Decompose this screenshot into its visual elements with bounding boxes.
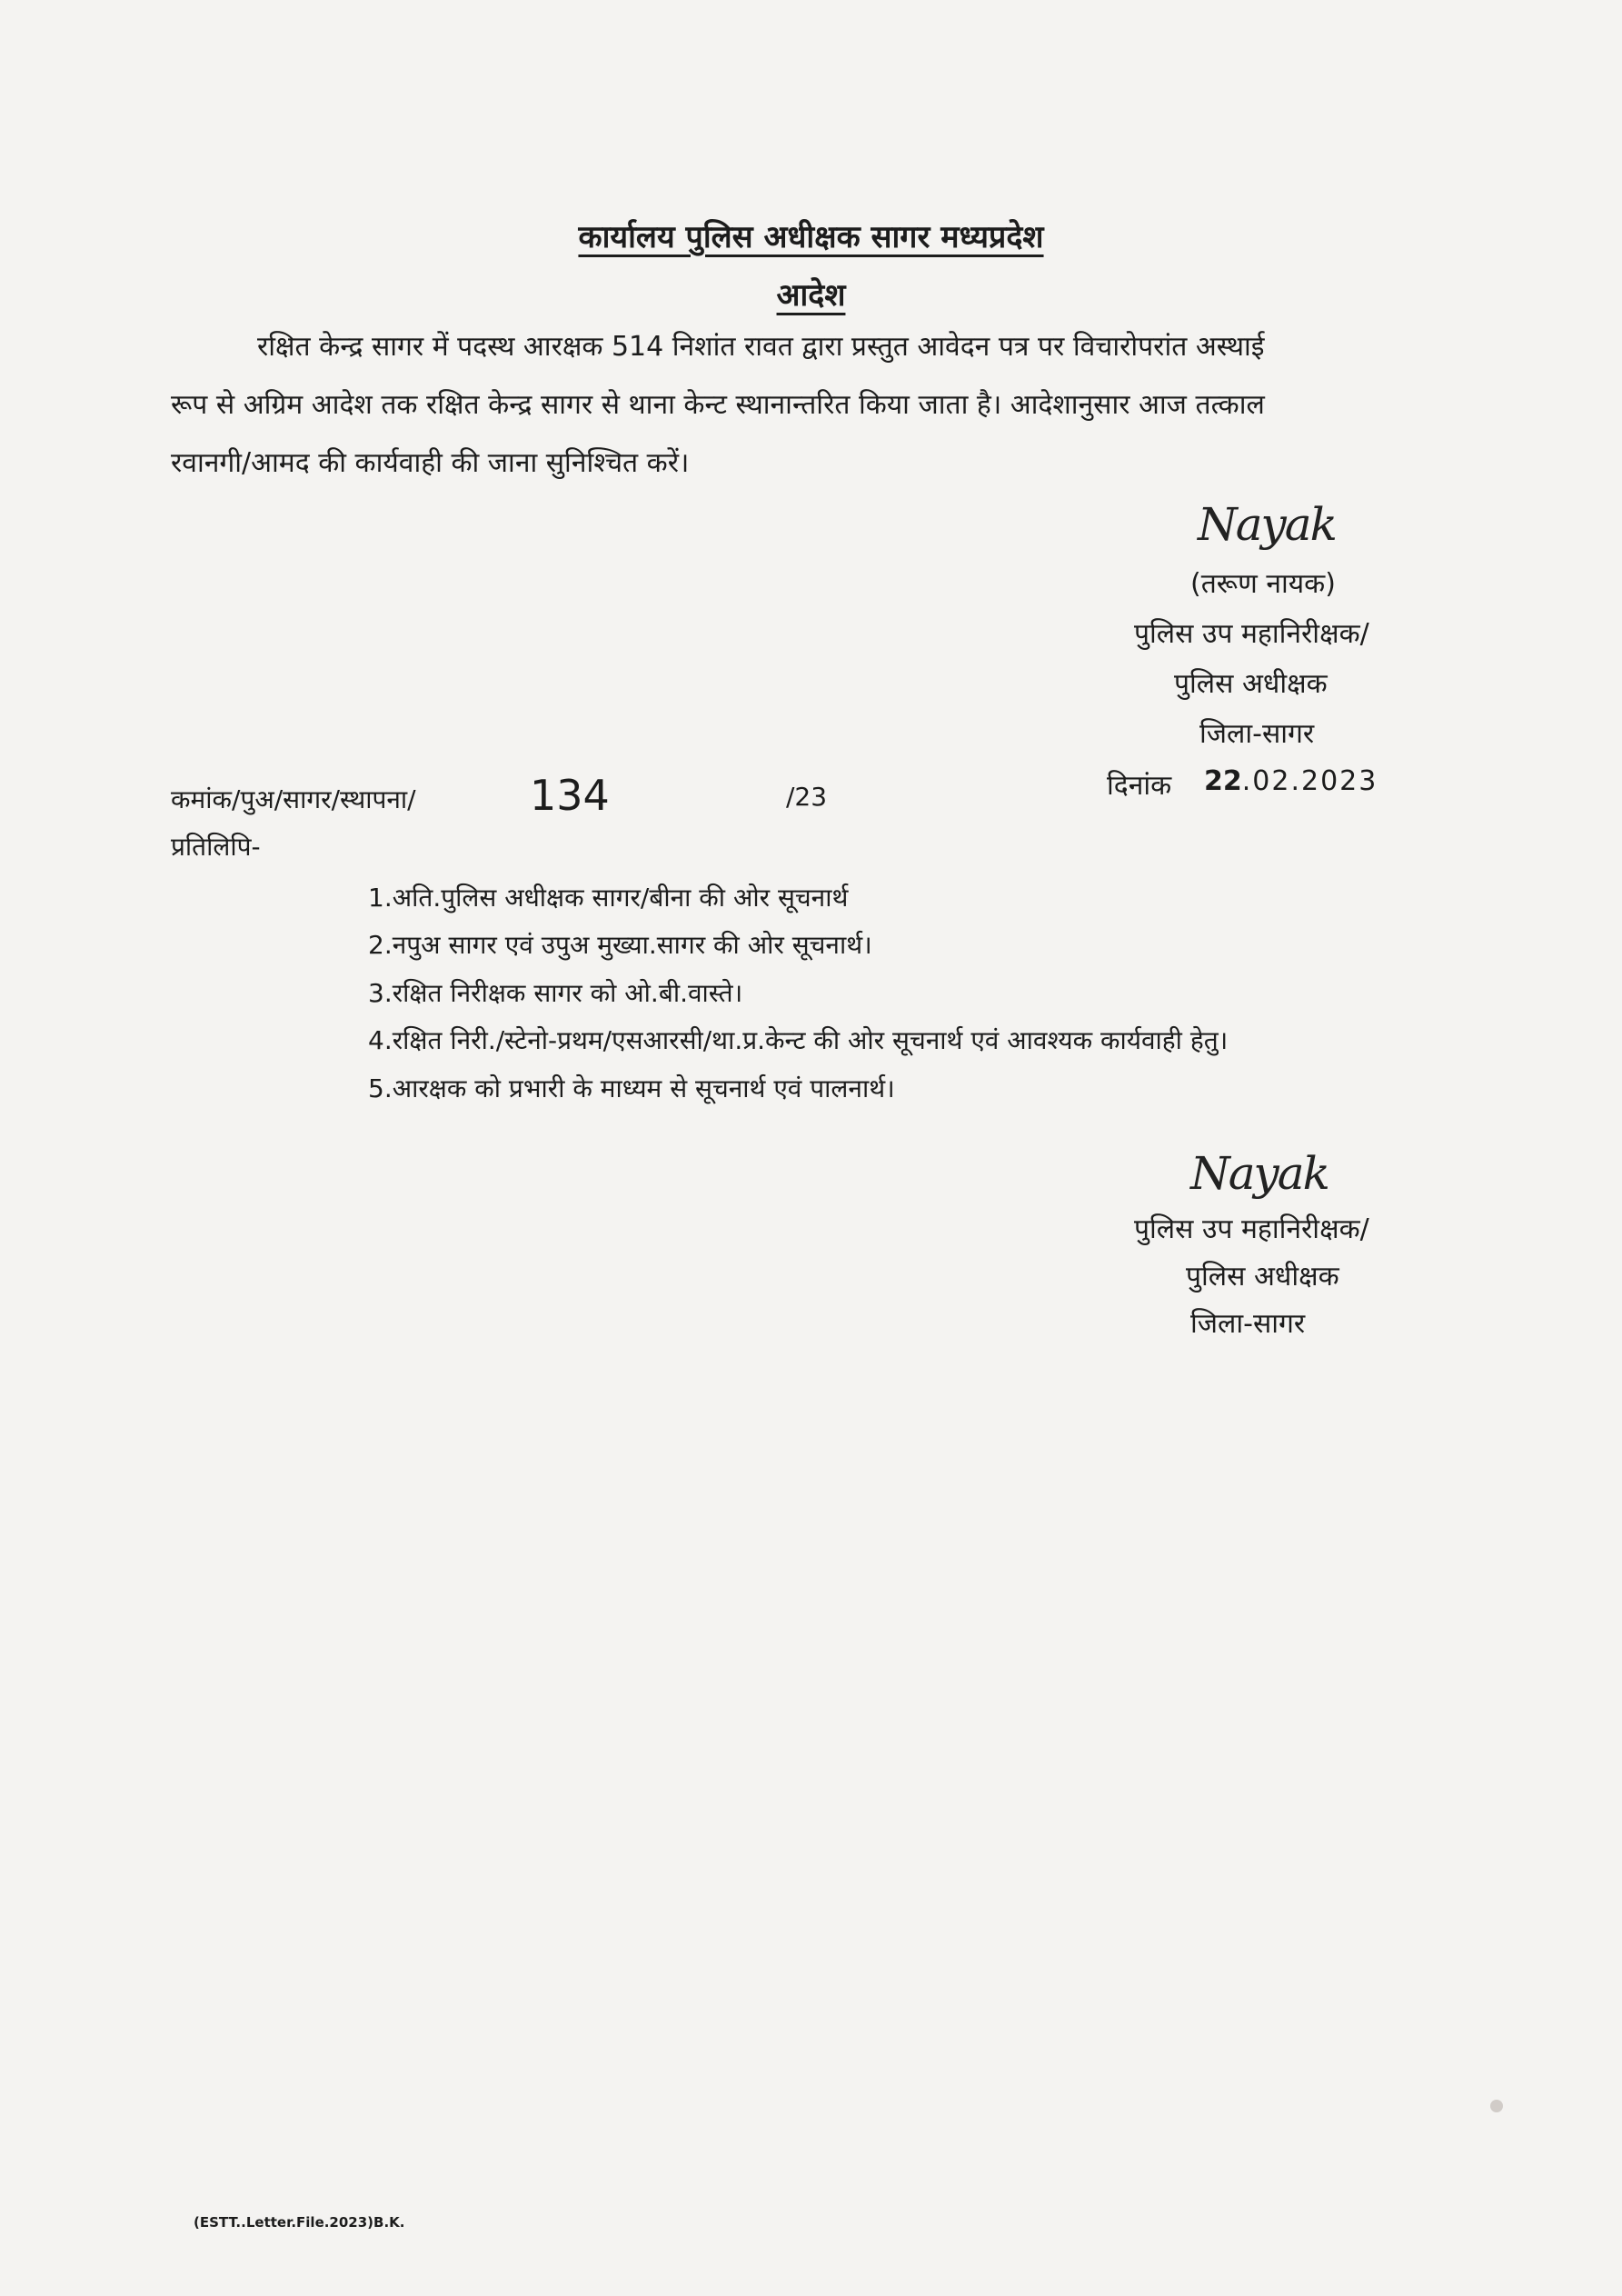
copy-item: 4.रक्षित निरी./स्टेनो-प्रथम/एसआरसी/था.प्र.केन्ट की ओर सूचनार्थ एवं आवश्यक कार्यवाही हेतु।	[368, 1025, 1229, 1055]
signatory-name: (तरूण नायक)	[1190, 568, 1336, 600]
reference-year: /23	[786, 782, 828, 812]
reference-number: 134	[530, 771, 610, 820]
signature-1: Nayak	[1198, 498, 1336, 551]
copy-item: 3.रक्षित निरीक्षक सागर को ओ.बी.वास्ते।	[368, 978, 743, 1008]
reference-prefix: कमांक/पुअ/सागर/स्थापना/	[171, 784, 416, 814]
date-value	[1204, 765, 1378, 797]
office-heading: कार्यालय पुलिस अधीक्षक सागर मध्यप्रदेश	[578, 219, 1044, 255]
signatory-2-designation-2: पुलिस अधीक्षक	[1186, 1261, 1339, 1293]
signatory-designation-2: पुलिस अधीक्षक	[1174, 668, 1328, 700]
body-line-3: रवानगी/आमद की कार्यवाही की जाना सुनिश्चित करें।	[171, 447, 690, 479]
order-body	[171, 318, 1470, 493]
copy-item: 1.अति.पुलिस अधीक्षक सागर/बीना की ओर सूचनार्थ	[368, 883, 849, 913]
signatory-district: जिला-सागर	[1199, 718, 1315, 750]
body-line-2: रूप से अग्रिम आदेश तक रक्षित केन्द्र सागर से थाना केन्ट स्थानान्तरित किया जाता है। आदेशानुसार आज तत्काल	[171, 389, 1265, 421]
date-label: दिनांक	[1107, 770, 1172, 802]
copy-heading: प्रतिलिपि-	[171, 832, 261, 862]
signatory-designation-1: पुलिस उप महानिरीक्षक/	[1134, 618, 1369, 650]
paper-stain	[1490, 2100, 1503, 2112]
file-reference-footer: (ESTT..Letter.File.2023)B.K.	[194, 2214, 405, 2231]
order-heading: आदेश	[776, 277, 846, 314]
date-rest: .02.2023	[1241, 765, 1378, 797]
copy-item: 5.आरक्षक को प्रभारी के माध्यम से सूचनार्थ एवं पालनार्थ।	[368, 1073, 895, 1103]
signatory-2-designation-1: पुलिस उप महानिरीक्षक/	[1134, 1213, 1369, 1245]
copy-item: 2.नपुअ सागर एवं उपुअ मुख्या.सागर की ओर सूचनार्थ।	[368, 930, 872, 960]
signature-2: Nayak	[1190, 1147, 1328, 1200]
date-day: 22	[1204, 765, 1242, 797]
signatory-2-district: जिला-सागर	[1190, 1308, 1306, 1340]
body-line-1: रक्षित केन्द्र सागर में पदस्थ आरक्षक 514 निशांत रावत द्वारा प्रस्तुत आवेदन पत्र पर विचारोपरांत अस्थाई	[257, 331, 1265, 363]
